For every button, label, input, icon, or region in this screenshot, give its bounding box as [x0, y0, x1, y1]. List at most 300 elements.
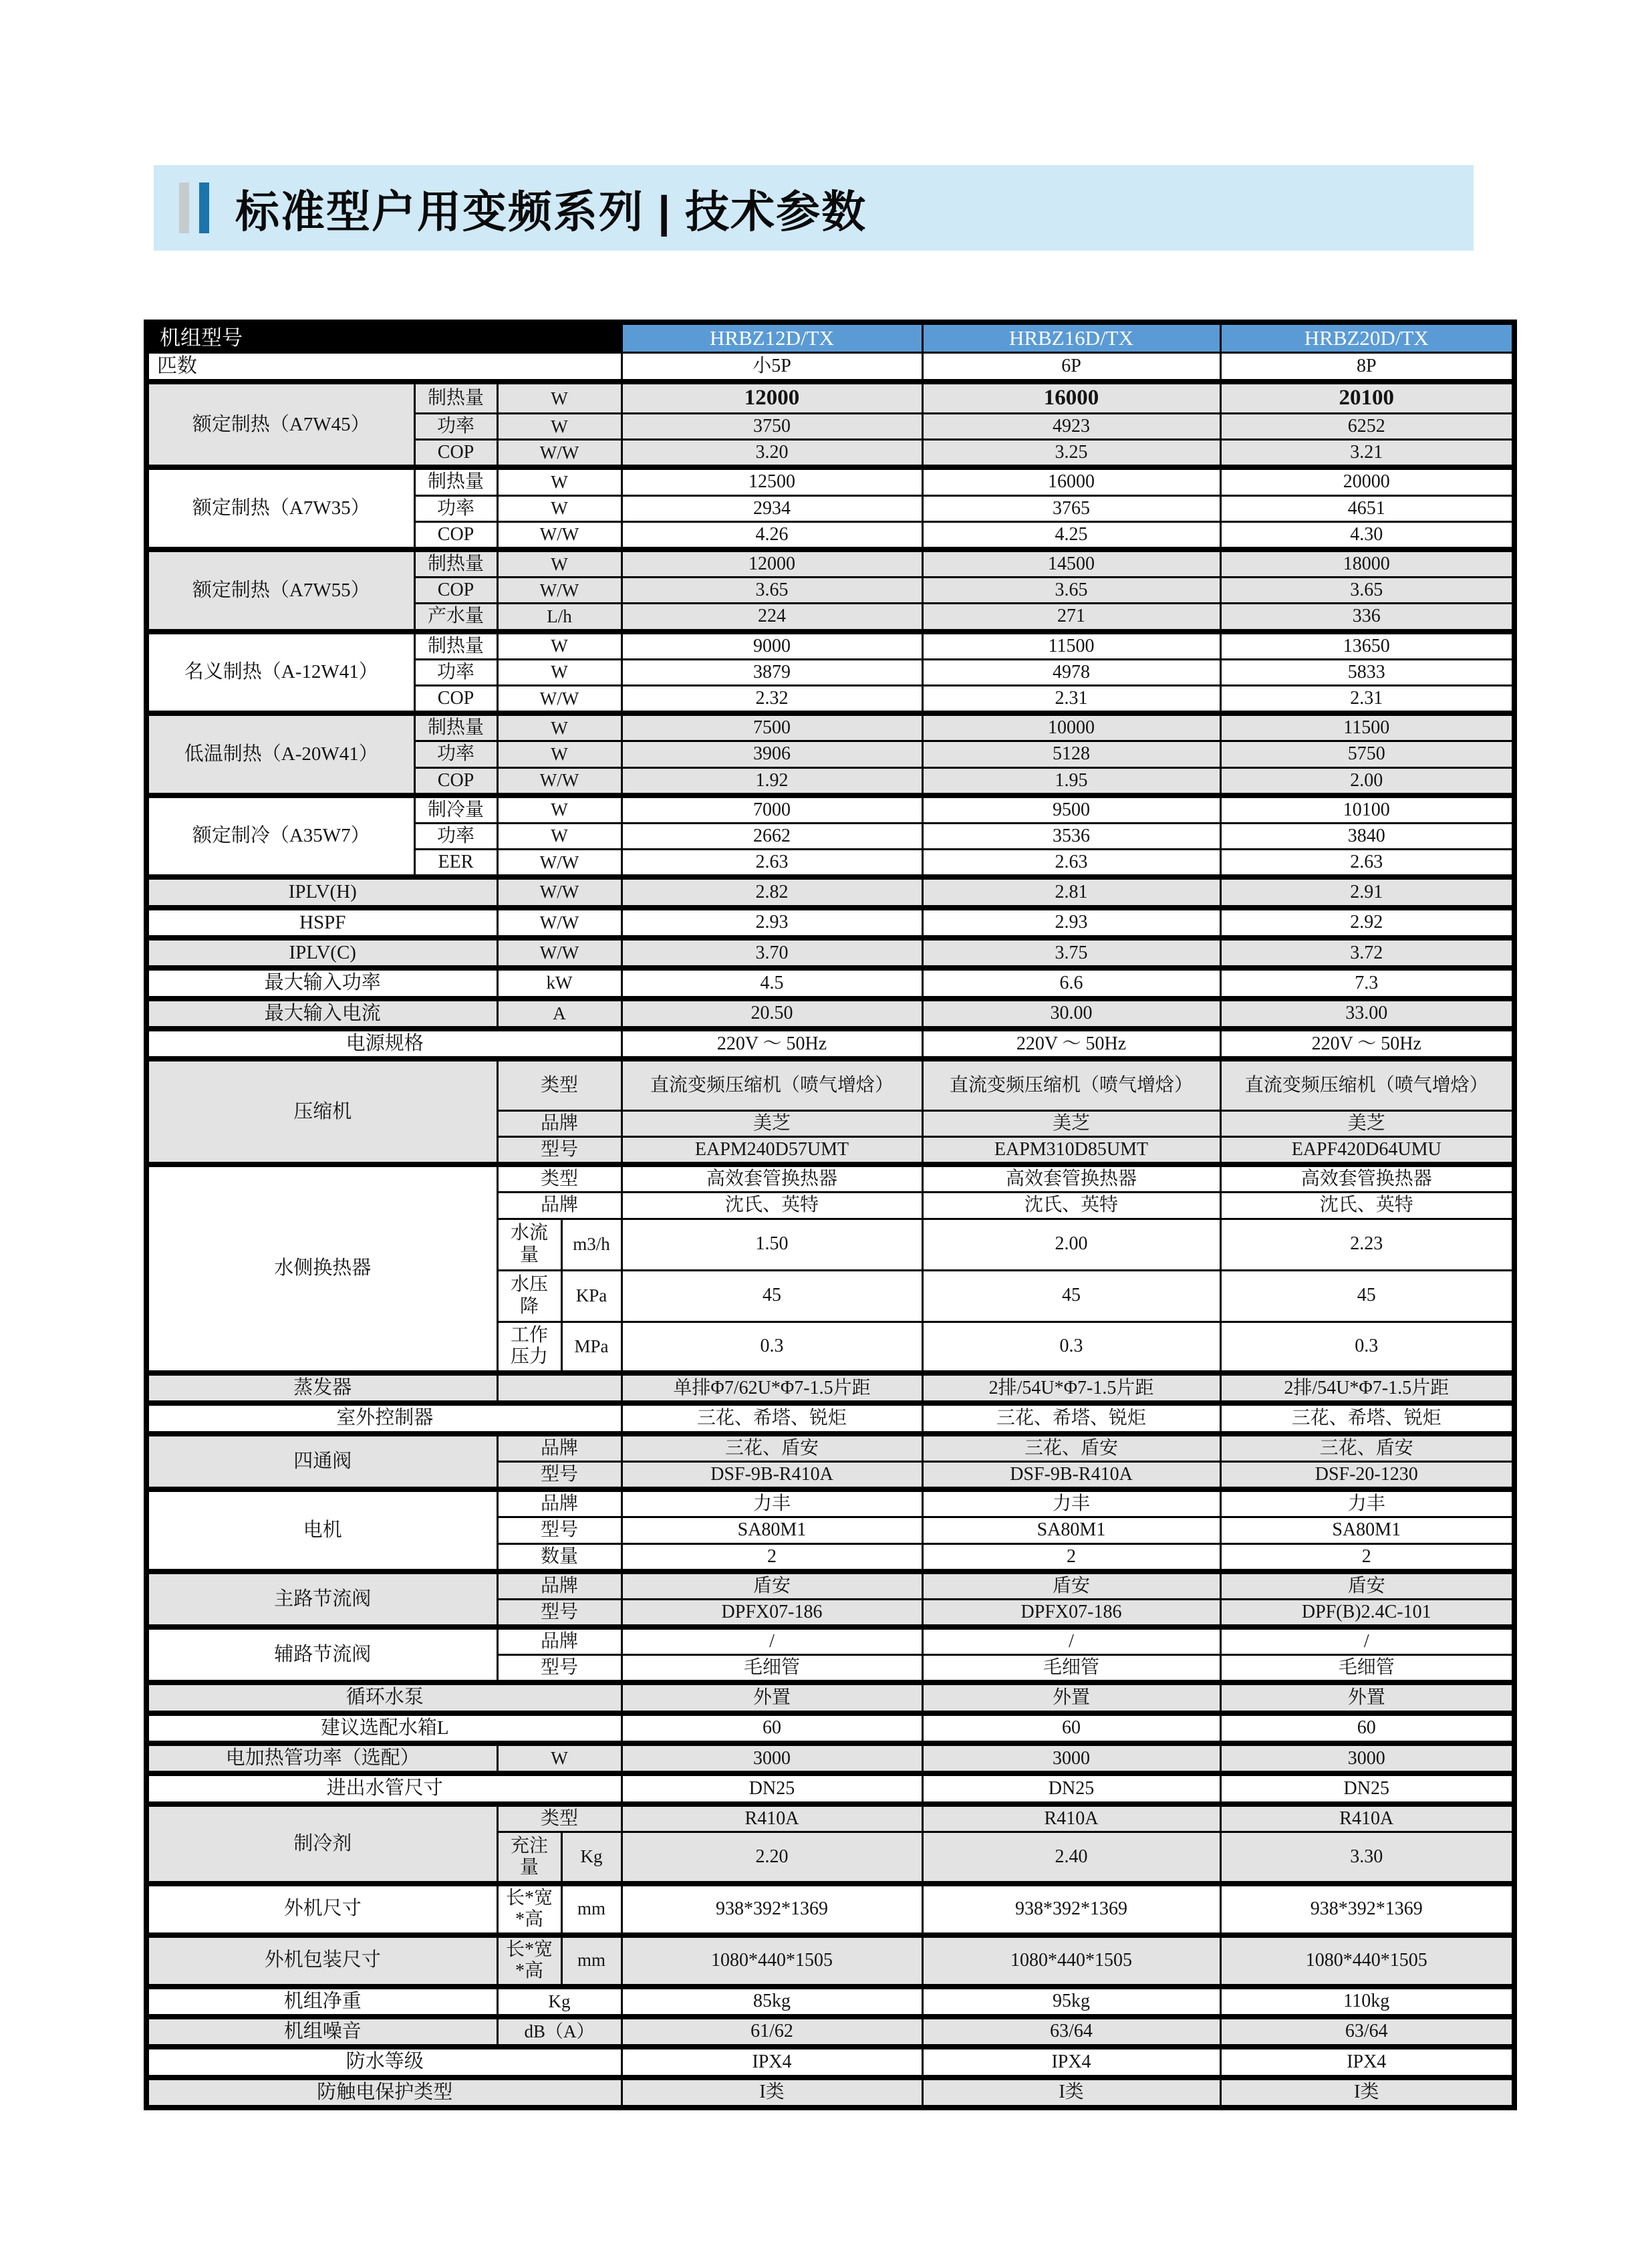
section-label: 压缩机 [146, 1059, 497, 1164]
spec-table [144, 320, 1517, 2110]
row-unit: W/W [497, 908, 622, 938]
horsepower-row [146, 352, 1514, 382]
row-sub-label: 制冷量 [414, 795, 497, 824]
spec-value-cell: 45 [1220, 1270, 1514, 1322]
table-row [146, 908, 1514, 938]
spec-value-cell: 2.32 [622, 685, 922, 713]
section-label: 电源规格 [146, 1029, 622, 1059]
section-body [146, 1627, 1514, 1682]
row-sub-label: 品牌 [497, 1572, 622, 1600]
section-label: 制冷剂 [146, 1804, 497, 1884]
row-unit: Kg [497, 1987, 622, 2017]
spec-value-cell: 3.65 [922, 578, 1220, 604]
section-body [146, 2017, 1514, 2047]
spec-value-cell: 60 [622, 1713, 922, 1743]
spec-value-cell: 3.21 [1220, 440, 1514, 468]
spec-value-cell: 三花、盾安 [622, 1434, 922, 1462]
spec-value-cell: 三花、盾安 [922, 1434, 1220, 1462]
spec-value-cell: 2.93 [622, 908, 922, 938]
row-unit: KPa [561, 1270, 622, 1322]
table-row [146, 632, 1514, 660]
section-body [146, 1572, 1514, 1627]
row-sub-label: 品牌 [497, 1110, 622, 1136]
spec-value-cell: 2.91 [1220, 877, 1514, 907]
section-label: 水侧换热器 [146, 1164, 497, 1373]
spec-value-cell: 力丰 [622, 1489, 922, 1517]
row-sub-label: 类型 [497, 1804, 622, 1832]
row-unit: W/W [497, 938, 622, 968]
spec-value-cell: 外置 [1220, 1682, 1514, 1713]
table-row [146, 382, 1514, 413]
section-body [146, 1884, 1514, 1935]
row-unit: W [497, 495, 622, 521]
table-row [146, 1884, 1514, 1935]
table-row [146, 938, 1514, 968]
table-header-body [146, 322, 1514, 382]
spec-value-cell: 3.65 [622, 578, 922, 604]
spec-value-cell: EAPM240D57UMT [622, 1137, 922, 1165]
row-sub-label: 品牌 [497, 1627, 622, 1655]
spec-value-cell: 95kg [922, 1987, 1220, 2017]
row-unit: W/W [497, 767, 622, 795]
spec-value-cell: 16000 [922, 467, 1220, 495]
row-sub-label: 制热量 [414, 713, 497, 741]
spec-value-cell: 0.3 [922, 1322, 1220, 1373]
row-unit: W [497, 549, 622, 578]
spec-value-cell: 美芝 [922, 1110, 1220, 1136]
spec-value-cell: 4.30 [1220, 521, 1514, 549]
spec-value-cell: 0.3 [1220, 1322, 1514, 1373]
section-label: 低温制热（A-20W41） [146, 713, 414, 795]
spec-value-cell: 7.3 [1220, 968, 1514, 998]
spec-value-cell: 1.92 [622, 767, 922, 795]
spec-value-cell: 直流变频压缩机（喷气增焓） [1220, 1059, 1514, 1110]
section-body [146, 1935, 1514, 1987]
section-label: 机组噪音 [146, 2017, 497, 2047]
row-unit: W/W [497, 440, 622, 468]
row-sub-label: 水压降 [497, 1270, 561, 1322]
spec-value-cell: 4.25 [922, 521, 1220, 549]
section-label: 机组净重 [146, 1987, 497, 2017]
table-row [146, 1713, 1514, 1743]
spec-value-cell: 3.72 [1220, 938, 1514, 968]
spec-value-cell: 5833 [1220, 659, 1514, 685]
spec-value-cell: 2 [622, 1543, 922, 1572]
row-unit: W [497, 659, 622, 685]
table-row [146, 1773, 1514, 1803]
spec-value-cell: 3840 [1220, 823, 1514, 849]
spec-value-cell: 4.26 [622, 521, 922, 549]
table-row [146, 1434, 1514, 1462]
spec-value-cell: DN25 [622, 1773, 922, 1803]
spec-value-cell: 三花、希塔、锐炬 [922, 1403, 1220, 1433]
spec-value-cell: 1080*440*1505 [622, 1935, 922, 1987]
spec-value-cell: 三花、希塔、锐炬 [1220, 1403, 1514, 1433]
row-sub-label: COP [414, 685, 497, 713]
section-body [146, 938, 1514, 968]
section-body [146, 1373, 1514, 1403]
spec-value-cell: 3906 [622, 741, 922, 767]
table-row [146, 795, 1514, 824]
table-row [146, 1029, 1514, 1059]
spec-value-cell: 938*392*1369 [1220, 1884, 1514, 1935]
spec-value-cell: 13650 [1220, 632, 1514, 660]
spec-value-cell: 2.81 [922, 877, 1220, 907]
row-unit: Kg [561, 1832, 622, 1884]
spec-value-cell: 85kg [622, 1987, 922, 2017]
spec-value-cell: 20100 [1220, 382, 1514, 413]
spec-value-cell: DN25 [922, 1773, 1220, 1803]
spec-value-cell: 336 [1220, 604, 1514, 632]
spec-value-cell: DN25 [1220, 1773, 1514, 1803]
spec-value-cell: 110kg [1220, 1987, 1514, 2017]
row-unit: W/W [497, 877, 622, 907]
table-row [146, 1572, 1514, 1600]
spec-value-cell: 2排/54U*Φ7-1.5片距 [922, 1373, 1220, 1403]
spec-value-cell: 2.00 [922, 1219, 1220, 1270]
spec-value-cell: 1080*440*1505 [922, 1935, 1220, 1987]
spec-value-cell: 3.70 [622, 938, 922, 968]
spec-value-cell: 2.40 [922, 1832, 1220, 1884]
section-body [146, 382, 1514, 467]
spec-value-cell: 美芝 [1220, 1110, 1514, 1136]
spec-value-cell: 9500 [922, 795, 1220, 824]
section-body [146, 968, 1514, 998]
spec-value-cell: 盾安 [622, 1572, 922, 1600]
row-unit: W/W [497, 685, 622, 713]
section-label: 进出水管尺寸 [146, 1773, 622, 1803]
table-row [146, 1987, 1514, 2017]
spec-value-cell: / [1220, 1627, 1514, 1655]
spec-value-cell: 2.93 [922, 908, 1220, 938]
spec-value-cell: 高效套管换热器 [622, 1164, 922, 1193]
spec-value-cell: IPX4 [922, 2047, 1220, 2077]
spec-value-cell: 2.00 [1220, 767, 1514, 795]
spec-value-cell: 3.75 [922, 938, 1220, 968]
section-label: IPLV(H) [146, 877, 497, 907]
row-unit: W/W [497, 850, 622, 878]
table-row [146, 549, 1514, 578]
section-body [146, 908, 1514, 938]
spec-value-cell: 12000 [622, 549, 922, 578]
section-label: 额定制热（A7W45） [146, 382, 414, 467]
spec-value-cell: R410A [922, 1804, 1220, 1832]
spec-value-cell: EAPM310D85UMT [922, 1137, 1220, 1165]
spec-value-cell: 14500 [922, 549, 1220, 578]
table-row [146, 1935, 1514, 1987]
section-label: 额定制冷（A35W7） [146, 795, 414, 878]
spec-value-cell: 盾安 [922, 1572, 1220, 1600]
spec-value-cell: I类 [922, 2078, 1220, 2108]
spec-value-cell: 毛细管 [922, 1655, 1220, 1683]
row-sub-label: 长*宽*高 [497, 1935, 561, 1987]
section-body [146, 632, 1514, 714]
spec-value-cell: SA80M1 [922, 1517, 1220, 1543]
row-unit: mm [561, 1884, 622, 1935]
spec-value-cell: 5128 [922, 741, 1220, 767]
section-body [146, 1743, 1514, 1773]
model-header-cell: HRBZ20D/TX [1220, 322, 1514, 352]
spec-value-cell: R410A [1220, 1804, 1514, 1832]
section-body [146, 1987, 1514, 2017]
spec-value-cell: DSF-9B-R410A [922, 1461, 1220, 1489]
section-body [146, 1029, 1514, 1059]
section-body [146, 1403, 1514, 1433]
spec-value-cell: 4978 [922, 659, 1220, 685]
spec-value-cell: 3750 [622, 414, 922, 440]
section-body [146, 467, 1514, 549]
row-sub-label: 制热量 [414, 632, 497, 660]
spec-value-cell: 45 [922, 1270, 1220, 1322]
section-label: 外机包装尺寸 [146, 1935, 497, 1987]
row-unit: mm [561, 1935, 622, 1987]
spec-value-cell: 三花、希塔、锐炬 [622, 1403, 922, 1433]
row-sub-label: 类型 [497, 1059, 622, 1110]
row-sub-label: 品牌 [497, 1193, 622, 1219]
spec-value-cell: 220V ～ 50Hz [922, 1029, 1220, 1059]
row-unit: W [497, 414, 622, 440]
spec-value-cell: 2662 [622, 823, 922, 849]
spec-value-cell: 16000 [922, 382, 1220, 413]
spec-value-cell: 美芝 [622, 1110, 922, 1136]
spec-value-cell: IPX4 [622, 2047, 922, 2077]
section-label: 建议选配水箱L [146, 1713, 622, 1743]
spec-value-cell: 毛细管 [1220, 1655, 1514, 1683]
spec-value-cell: 7500 [622, 713, 922, 741]
spec-value-cell: / [922, 1627, 1220, 1655]
row-sub-label: 制热量 [414, 382, 497, 413]
row-unit: W [497, 741, 622, 767]
spec-value-cell: 沈氏、英特 [1220, 1193, 1514, 1219]
row-unit: W [497, 823, 622, 849]
spec-value-cell: 2.63 [1220, 850, 1514, 878]
spec-value-cell: 63/64 [922, 2017, 1220, 2047]
row-sub-label: 型号 [497, 1461, 622, 1489]
empty-unit-cell [497, 1373, 622, 1403]
table-row [146, 1403, 1514, 1433]
section-body [146, 1682, 1514, 1713]
spec-value-cell: DSF-9B-R410A [622, 1461, 922, 1489]
table-row [146, 1489, 1514, 1517]
model-header-cell: HRBZ16D/TX [922, 322, 1220, 352]
row-sub-label: 功率 [414, 414, 497, 440]
spec-value-cell: DPF(B)2.4C-101 [1220, 1599, 1514, 1627]
row-sub-label: 型号 [497, 1517, 622, 1543]
spec-value-cell: 3000 [922, 1743, 1220, 1773]
spec-value-cell: 沈氏、英特 [622, 1193, 922, 1219]
section-label: 四通阀 [146, 1434, 497, 1489]
row-sub-label: 制热量 [414, 549, 497, 578]
section-body [146, 1804, 1514, 1884]
spec-value-cell: 外置 [622, 1682, 922, 1713]
spec-value-cell: 220V ～ 50Hz [622, 1029, 922, 1059]
spec-value-cell: 5750 [1220, 741, 1514, 767]
horsepower-value-cell: 6P [922, 352, 1220, 382]
spec-value-cell: 60 [1220, 1713, 1514, 1743]
section-body [146, 549, 1514, 632]
row-unit: L/h [497, 604, 622, 632]
spec-value-cell: 2.31 [1220, 685, 1514, 713]
row-sub-label: 品牌 [497, 1489, 622, 1517]
row-unit: kW [497, 968, 622, 998]
spec-value-cell: 12000 [622, 382, 922, 413]
spec-value-cell: 12500 [622, 467, 922, 495]
title-accent-bar-gray [179, 182, 189, 233]
spec-value-cell: 10100 [1220, 795, 1514, 824]
spec-value-cell: 2.20 [622, 1832, 922, 1884]
spec-value-cell: 1.95 [922, 767, 1220, 795]
horsepower-label: 匹数 [146, 352, 622, 382]
spec-value-cell: 外置 [922, 1682, 1220, 1713]
row-unit: MPa [561, 1322, 622, 1373]
row-sub-label: 充注量 [497, 1832, 561, 1884]
model-header-row [146, 322, 1514, 352]
spec-value-cell: 11500 [922, 632, 1220, 660]
spec-value-cell: 61/62 [622, 2017, 922, 2047]
row-unit: W [497, 632, 622, 660]
section-body [146, 1059, 1514, 1164]
row-unit: W [497, 382, 622, 413]
spec-value-cell: 18000 [1220, 549, 1514, 578]
section-label: HSPF [146, 908, 497, 938]
row-sub-label: 工作压力 [497, 1322, 561, 1373]
title-accent-bar-blue [199, 182, 209, 233]
table-row [146, 2078, 1514, 2108]
row-sub-label: 功率 [414, 659, 497, 685]
table-row [146, 877, 1514, 907]
section-label: 电加热管功率（选配） [146, 1743, 497, 1773]
spec-value-cell: 2 [1220, 1543, 1514, 1572]
spec-value-cell: 6.6 [922, 968, 1220, 998]
spec-value-cell: IPX4 [1220, 2047, 1514, 2077]
spec-value-cell: SA80M1 [622, 1517, 922, 1543]
section-label: 名义制热（A-12W41） [146, 632, 414, 714]
spec-value-cell: 2排/54U*Φ7-1.5片距 [1220, 1373, 1514, 1403]
row-sub-label: COP [414, 578, 497, 604]
row-sub-label: 型号 [497, 1599, 622, 1627]
spec-value-cell: 2.63 [622, 850, 922, 878]
spec-value-cell: / [622, 1627, 922, 1655]
spec-value-cell: 33.00 [1220, 999, 1514, 1029]
table-row [146, 1743, 1514, 1773]
row-sub-label: 型号 [497, 1137, 622, 1165]
section-label: 最大输入功率 [146, 968, 497, 998]
spec-value-cell: 高效套管换热器 [1220, 1164, 1514, 1193]
row-sub-label: COP [414, 767, 497, 795]
spec-value-cell: 2.92 [1220, 908, 1514, 938]
spec-value-cell: 10000 [922, 713, 1220, 741]
section-body [146, 1434, 1514, 1489]
table-row [146, 1059, 1514, 1110]
section-body [146, 1773, 1514, 1803]
spec-value-cell: 3.30 [1220, 1832, 1514, 1884]
spec-value-cell: 30.00 [922, 999, 1220, 1029]
row-sub-label: 功率 [414, 741, 497, 767]
row-sub-label: COP [414, 440, 497, 468]
table-row [146, 713, 1514, 741]
section-body [146, 1489, 1514, 1572]
row-unit: m3/h [561, 1219, 622, 1270]
spec-value-cell: 2934 [622, 495, 922, 521]
spec-value-cell: 20.50 [622, 999, 922, 1029]
spec-value-cell: 力丰 [922, 1489, 1220, 1517]
spec-value-cell: 1080*440*1505 [1220, 1935, 1514, 1987]
spec-value-cell: 2.82 [622, 877, 922, 907]
row-unit: W [497, 795, 622, 824]
spec-value-cell: 4.5 [622, 968, 922, 998]
spec-value-cell: DSF-20-1230 [1220, 1461, 1514, 1489]
spec-value-cell: 毛细管 [622, 1655, 922, 1683]
spec-value-cell: 20000 [1220, 467, 1514, 495]
row-sub-label: 类型 [497, 1164, 622, 1193]
spec-value-cell: 盾安 [1220, 1572, 1514, 1600]
row-sub-label: 产水量 [414, 604, 497, 632]
spec-value-cell: R410A [622, 1804, 922, 1832]
spec-value-cell: 6252 [1220, 414, 1514, 440]
spec-value-cell: DPFX07-186 [622, 1599, 922, 1627]
spec-value-cell: SA80M1 [1220, 1517, 1514, 1543]
table-row [146, 1164, 1514, 1193]
row-unit: W/W [497, 521, 622, 549]
section-label: 循环水泵 [146, 1682, 622, 1713]
section-body [146, 2078, 1514, 2108]
row-unit: W [497, 1743, 622, 1773]
spec-value-cell: 3000 [622, 1743, 922, 1773]
spec-value-cell: 直流变频压缩机（喷气增焓） [622, 1059, 922, 1110]
section-body [146, 795, 1514, 878]
section-body [146, 713, 1514, 795]
spec-value-cell: 沈氏、英特 [922, 1193, 1220, 1219]
section-label: 最大输入电流 [146, 999, 497, 1029]
spec-value-cell: 0.3 [622, 1322, 922, 1373]
title-banner [154, 165, 1474, 251]
spec-value-cell: 220V ～ 50Hz [1220, 1029, 1514, 1059]
spec-value-cell: 63/64 [1220, 2017, 1514, 2047]
spec-value-cell: 高效套管换热器 [922, 1164, 1220, 1193]
table-row [146, 2047, 1514, 2077]
section-label: 电机 [146, 1489, 497, 1572]
spec-value-cell: 45 [622, 1270, 922, 1322]
row-sub-label: 水流量 [497, 1219, 561, 1270]
spec-value-cell: 4651 [1220, 495, 1514, 521]
spec-value-cell: 3.25 [922, 440, 1220, 468]
spec-value-cell: 3.65 [1220, 578, 1514, 604]
table-row [146, 968, 1514, 998]
section-label: 防水等级 [146, 2047, 622, 2077]
spec-value-cell: EAPF420D64UMU [1220, 1137, 1514, 1165]
spec-value-cell: 单排Φ7/62U*Φ7-1.5片距 [622, 1373, 922, 1403]
spec-value-cell: 1.50 [622, 1219, 922, 1270]
spec-value-cell: 7000 [622, 795, 922, 824]
spec-value-cell: 271 [922, 604, 1220, 632]
spec-value-cell: 力丰 [1220, 1489, 1514, 1517]
spec-value-cell: 直流变频压缩机（喷气增焓） [922, 1059, 1220, 1110]
section-label: 额定制热（A7W55） [146, 549, 414, 632]
row-sub-label: 制热量 [414, 467, 497, 495]
spec-value-cell: 11500 [1220, 713, 1514, 741]
section-label: 主路节流阀 [146, 1572, 497, 1627]
section-label: IPLV(C) [146, 938, 497, 968]
spec-value-cell: 938*392*1369 [922, 1884, 1220, 1935]
row-sub-label: 型号 [497, 1655, 622, 1683]
row-sub-label: 功率 [414, 495, 497, 521]
table-row [146, 1682, 1514, 1713]
section-body [146, 999, 1514, 1029]
table-row [146, 999, 1514, 1029]
section-label: 室外控制器 [146, 1403, 622, 1433]
spec-value-cell: 224 [622, 604, 922, 632]
spec-value-cell: 2.23 [1220, 1219, 1514, 1270]
